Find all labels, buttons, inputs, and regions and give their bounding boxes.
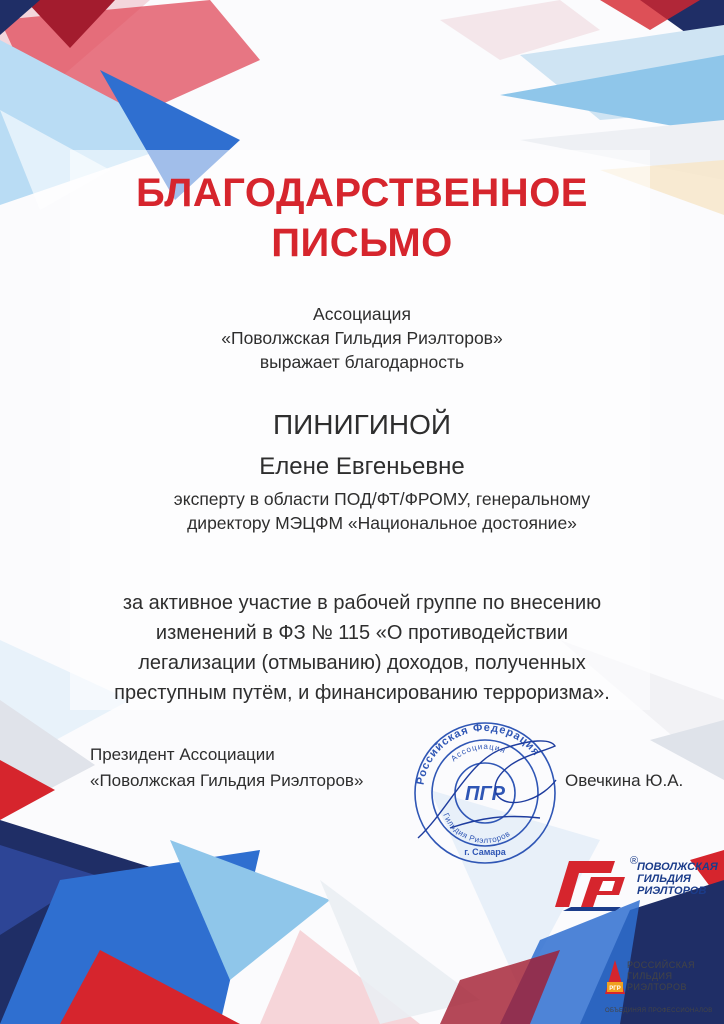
stamp-inner-text: Ассоциация [449,741,508,764]
guild-logo-line-1: ПОВОЛЖСКАЯ [637,861,718,873]
rgr-logo-text [627,960,695,993]
rgr-logo-line-3: РИЭЛТОРОВ [627,982,687,992]
rgr-emblem-icon [605,960,625,996]
reason-line-4: преступным путём, и финансированию терроризма». [114,682,610,704]
guild-logo-text [637,861,718,897]
recipient-given-name: Елене Евгеньевне [259,453,465,480]
russian-guild-logo [605,958,720,1018]
rgr-logo-line-2: ГИЛЬДИЯ [627,971,673,981]
rgr-motto: ОБЪЕДИНЯЯ ПРОФЕССИОНАЛОВ [605,1008,713,1014]
stamp-outer-text: Российская Федерация [414,721,543,786]
stamp-city: г. Самара [464,847,506,857]
signatory-organization: «Поволжская Гильдия Риэлторов» [90,771,364,790]
reason-line-3: легализации (отмыванию) доходов, полученных [138,652,586,674]
position-line-1: эксперту в области ПОД/ФТ/ФРОМУ, генеральному [173,489,591,509]
title-line-2: ПИСЬМО [271,221,453,265]
rgr-logo-line-1: РОССИЙСКАЯ [627,960,695,970]
position-line-2: директору МЭЦФМ «Национальное достояние» [187,513,577,533]
recipient-surname: ПИНИГИНОЙ [272,409,451,440]
recipient-position [65,487,699,535]
association-name: «Поволжская Гильдия Риэлторов» [221,328,503,348]
guild-logo-line-2: ГИЛЬДИЯ [637,873,691,885]
page-title [0,168,724,268]
volga-guild-logo [545,855,720,915]
stamp-guild-text: Гильдия Риэлторов [441,811,512,846]
pgr-emblem-icon [545,855,633,913]
rgr-emblem-text: РГР [609,986,621,992]
association-intro [45,302,679,374]
gratitude-phrase: выражает благодарность [259,352,465,372]
official-stamp [410,718,560,868]
signatory-name: Овечкина Ю.А. [565,771,684,790]
association-label: Ассоциация [313,304,411,324]
gratitude-reason [45,588,679,708]
signatory-title: Президент Ассоциации [90,745,275,764]
guild-logo-line-3: РИЭЛТОРОВ [637,885,707,897]
title-line-1: БЛАГОДАРСТВЕННОЕ [136,171,588,215]
stamp-center-mark: ПГР [465,783,505,805]
reason-line-1: за активное участие в рабочей группе по внесению [122,592,602,614]
registered-mark: ® [630,855,639,867]
reason-line-2: изменений в ФЗ № 115 «О противодействии [155,622,569,644]
